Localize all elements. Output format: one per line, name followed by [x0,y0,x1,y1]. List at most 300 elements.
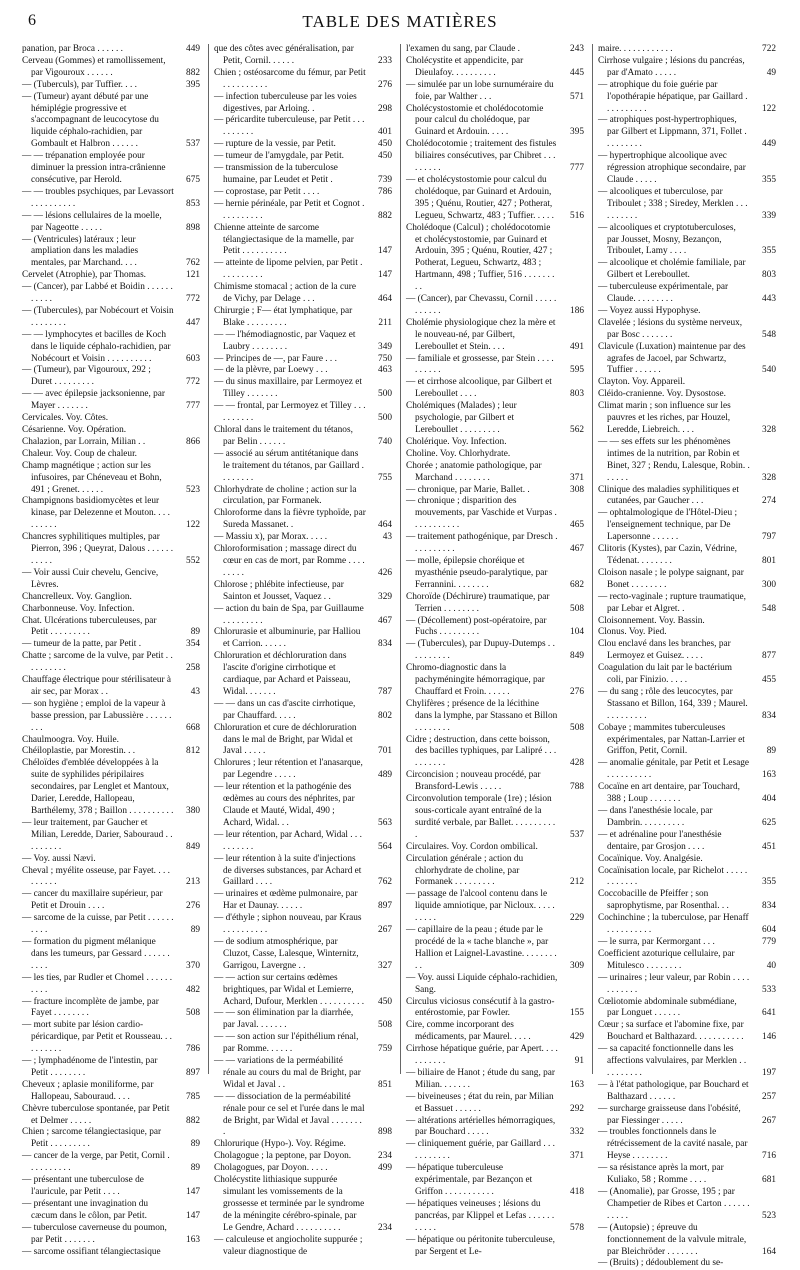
entry-page-number: 445 [570,67,584,78]
entry-text: — leur rétention à la suite d'injections de diverses substances, par Achard et Gaillard . . . . [214,853,362,888]
entry-text: Cervelet (Atrophie), par Thomas. [22,270,147,281]
entry-page-number: 229 [570,913,584,924]
entry-page-number: 499 [378,1163,392,1174]
index-entry [406,616,584,640]
entry-page-number: 233 [378,55,392,66]
index-entry [214,199,392,223]
index-entry [598,258,776,282]
entry-page-number: 267 [762,1115,776,1126]
index-entry [22,854,200,866]
entry-text: — atrophique du foie guérie par l'opothérapie hépatique, par Gaillard . . . . . . . . . . [598,79,748,114]
entry-page-number: 429 [570,1032,584,1043]
index-entry [214,580,392,604]
index-entry [22,913,200,937]
index-entry [598,151,776,187]
index-entry [22,389,200,413]
entry-text: Chloroformisation ; massage direct du cœur en cas de mort, par Romme . . . . . . . . . [214,544,365,578]
entry-text: — hépatique tuberculeuse expérimentale, par Bezançon et Griffon . . . . . . . . . . . [406,1163,533,1197]
entry-text: Chalazion, par Lorrain, Milian . . [22,436,146,447]
entry-text: — — lymphocytes et bacilles de Koch dans le liquide céphalo-rachidien, par Nobécourt et Voisin . . . . . . . . . . [22,329,171,364]
entry-page-number: 489 [378,770,392,781]
entry-text: Chorée ; anatomie pathologique, par Marchand . . . . . . . . [406,460,542,483]
entry-page-number: 40 [766,960,776,971]
index-entry [22,889,200,913]
entry-page-number: 537 [570,829,584,840]
index-entry [214,1092,392,1140]
index-entry [406,449,584,461]
entry-text: — (Ventricules) latéraux ; leur ampliation dans les maladies mentales, par Marchand. . . . [22,234,139,269]
index-entry [598,687,776,723]
entry-text: Coefficient azoturique cellulaire, par Mitulesco . . . . . . . . [598,948,735,971]
entry-text: — (Tubercules), par Nobécourt et Voisin . . . . . . . . [22,305,174,328]
entry-text: — Massiu x), par Morax. . . . . [214,532,328,543]
entry-page-number: 564 [378,841,392,852]
entry-text: — cancer de la verge, par Petit, Cornil . . . . . . . . . . [22,1151,170,1174]
index-entry [22,532,200,568]
index-entry [598,1223,776,1259]
entry-page-number: 163 [762,770,776,781]
index-entry [406,223,584,294]
entry-text: Cholémie physiologique chez la mère et le nouveau-né, par Gilbert, Lereboullet et Stein. . . . [406,317,556,352]
entry-text: l'examen du sang, par Claude . [406,44,520,54]
entry-text: — alcoolique et cholémie familiale, par Gilbert et Lereboullet. [598,258,746,281]
index-column [22,44,200,1257]
entry-text: Clavicule (Luxation) maintenue par des agrafes de Jacoel, par Schwartz, Tuffier . . . . . . [598,341,746,376]
entry-page-number: 395 [570,127,584,138]
entry-page-number: 562 [570,425,584,435]
entry-page-number: 267 [378,925,392,936]
entry-text: Champignons basidiomycètes et leur kinase, par Delezenne et Mouton. . . . . . . . . . [22,496,170,531]
entry-page-number: 155 [570,1008,584,1019]
entry-page-number: 750 [378,353,392,364]
entry-text: — leur rétention et la pathogénie des œdèmes au cours des néphrites, par Claude et Mauté, Widal, 490 ; Achard, Widal. . . [214,782,355,828]
entry-page-number: 755 [378,472,392,483]
entry-page-number: 849 [186,841,200,852]
index-entry [214,782,392,830]
index-entry [598,1080,776,1104]
entry-page-number: 465 [570,520,584,531]
index-entry [406,735,584,771]
entry-page-number: 355 [762,246,776,257]
index-entry [406,592,584,616]
entry-page-number: 500 [378,413,392,424]
entry-text: — — frontal, par Lermoyez et Tilley . . . . . . . . . . [214,401,366,424]
index-entry [22,1175,200,1199]
index-entry [214,1151,392,1163]
index-entry [406,485,584,497]
index-entry [406,401,584,437]
index-entry [22,211,200,235]
index-entry [214,92,392,116]
entry-page-number: 163 [570,1079,584,1090]
entry-text: — urinaires ; leur valeur, par Robin . . . . . . . . . . . [598,972,750,995]
entry-text: — transmission de la tuberculose humaine, par Leudet et Petit . [214,163,338,185]
entry-text: — (Tumeur), par Vigouroux, 292 ; Duret . . . . . . . . . [22,365,151,388]
entry-page-number: 853 [186,198,200,209]
entry-page-number: 788 [570,782,584,793]
entry-page-number: 482 [186,984,200,995]
index-entry [598,830,776,854]
entry-page-number: 739 [378,174,392,185]
entry-text: — biliaire de Hanot ; étude du sang, par Milian. . . . . . . [406,1067,555,1090]
index-entry [598,1127,776,1163]
entry-page-number: 309 [570,960,584,971]
entry-page-number: 786 [186,1044,200,1055]
index-entry [598,723,776,759]
index-entry [406,461,584,485]
entry-text: Cidre ; destruction, dans cette boisson, des bacilles typhiques, par Lalipré . . . . . . . . . . [406,734,557,769]
entry-page-number: 508 [570,603,584,614]
entry-text: — atteinte de lipome pelvien, par Petit . . . . . . . . . . [214,258,363,281]
entry-text: Circulation générale ; action du chlorhydrate de choline, par Formanek . . . . . . . . . [406,853,524,888]
entry-text: Cloisonnement. Voy. Bassin. [598,615,705,626]
entry-page-number: 523 [186,484,200,495]
index-entry [214,627,392,651]
index-entry [598,80,776,116]
entry-page-number: 722 [762,44,776,54]
entry-text: — simulée par un lobe surnuméraire du foie, par Walther . . . [406,79,554,102]
entry-page-number: 43 [190,686,200,697]
entry-text: — Voyez aussi Hypophyse. [598,305,701,316]
entry-page-number: 812 [186,746,200,757]
entry-text: — — trépanation employée pour diminuer la pression intra-crânienne consécutive, par Herold. [22,151,166,185]
entry-page-number: 578 [570,1222,584,1233]
index-entry [598,854,776,866]
entry-text: Choline. Voy. Chlorhydrate. [406,448,511,459]
index-entry [598,1163,776,1187]
index-entry [406,842,584,854]
index-entry [214,1163,392,1175]
entry-text: — hépatiques veineuses ; lésions du pancréas, par Klippel et Lefas . . . . . . . . . . . [406,1198,555,1233]
entry-text: — passage de l'alcool contenu dans le liquide amniotique, par Nicloux. . . . . . . . . . [406,889,555,924]
entry-text: — — variations de la perméabilité rénale au cours du mal de Bright, par Widal et Javal . . [214,1056,361,1090]
entry-page-number: 147 [378,246,392,257]
entry-page-number: 447 [186,317,200,328]
index-entry [22,56,200,80]
entry-text: — surcharge graisseuse dans l'obésité, par Fiessinger . . . . . [598,1103,741,1126]
index-entry [406,639,584,663]
entry-page-number: 89 [190,627,200,638]
index-entry [598,937,776,949]
index-entry [406,854,584,890]
entry-page-number: 897 [186,1067,200,1078]
index-column [406,44,584,1257]
entry-text: Chirurgie ; F— état lymphatique, par Blake . . . . . . . . . [214,305,353,328]
entry-page-number: 716 [762,1151,776,1162]
entry-text: Chlorures ; leur rétention et l'anasarque, par Legendre . . . . . [214,758,363,781]
index-entry [214,354,392,366]
entry-page-number: 339 [762,210,776,221]
entry-text: Chaleur. Voy. Coup de chaleur. [22,448,137,459]
index-entry [406,889,584,925]
entry-text: Chat. Ulcérations tuberculeuses, par Petit . . . . . . . . . [22,615,157,638]
entry-text: — mort subite par lésion cardio-péricardique, par Petit et Rousseau. . . . . . . . . . [22,1020,172,1055]
index-entry [214,115,392,139]
index-entry [214,973,392,1009]
entry-page-number: 197 [762,1067,776,1078]
entry-page-number: 276 [378,79,392,90]
entry-page-number: 328 [762,472,776,483]
entry-page-number: 797 [762,532,776,543]
entry-text: Cerveau (Gommes) et ramollissement, par Vigouroux . . . . . . [22,55,166,78]
column-divider [400,44,401,1074]
index-entry [598,508,776,544]
entry-text: Chlorhydrate de choline ; action sur la circulation, par Formanek. [214,484,357,507]
entry-text: Cire, comme incorporant des médicaments, par Maurel. . . . . [406,1020,531,1043]
entry-page-number: 851 [378,1079,392,1090]
entry-text: — hernie périnéale, par Petit et Cognot . . . . . . . . . . [214,198,365,221]
entry-page-number: 641 [762,1008,776,1019]
index-entry [598,1104,776,1128]
index-entry [214,651,392,699]
index-entry [214,532,392,544]
entry-page-number: 186 [570,305,584,316]
entry-text: Cirrhose vulgaire ; lésions du pancréas, par d'Amato . . . . . [598,55,745,78]
index-entry [22,1056,200,1080]
index-entry [406,175,584,223]
entry-page-number: 571 [570,91,584,102]
entry-page-number: 675 [186,174,200,185]
entry-page-number: 355 [762,877,776,888]
entry-page-number: 762 [186,258,200,269]
index-entry [22,461,200,497]
index-entry [214,699,392,723]
index-entry [598,758,776,782]
entry-page-number: 89 [766,746,776,757]
entry-page-number: 779 [762,936,776,947]
entry-text: — urinaires et œdème pulmonaire, par Har et Daunay. . . . . . [214,889,358,912]
index-entry [214,401,392,425]
entry-page-number: 122 [762,103,776,114]
index-entry [214,889,392,913]
index-entry [214,44,392,68]
index-entry [214,151,392,163]
entry-page-number: 681 [762,1175,776,1186]
index-entry [22,604,200,616]
entry-text: Cirrhose hépatique guérie, par Apert. . . . . . . . . . . [406,1044,558,1067]
entry-text: — infection tuberculeuse par les voies digestives, par Arloing. . [214,91,357,114]
entry-page-number: 428 [570,758,584,769]
entry-page-number: 43 [382,532,392,543]
entry-page-number: 595 [570,365,584,376]
index-entry [214,258,392,282]
entry-page-number: 834 [378,639,392,650]
entry-page-number: 682 [570,579,584,590]
index-entry [406,1163,584,1199]
index-entry [22,758,200,818]
entry-text: — familiale et grossesse, par Stein . . . . . . . . . . [406,353,554,376]
entry-text: — — son élimination par la diarrhée, par Javal. . . . . . . [214,1008,354,1031]
entry-page-number: 834 [762,710,776,721]
entry-page-number: 276 [186,901,200,912]
entry-text: — son hygiène ; emploi de la vapeur à basse pression, par Labussière . . . . . . . . . [22,698,172,733]
entry-text: — rupture de la vessie, par Petit. [214,139,336,150]
entry-page-number: 548 [762,603,776,614]
entry-text: Clitoris (Kystes), par Cazin, Védrine, Tédenat. . . . . . . . [598,544,737,566]
index-entry [598,389,776,401]
entry-page-number: 89 [190,1139,200,1150]
index-entry [214,1056,392,1092]
index-entry [22,1223,200,1247]
entry-text: Clonus. Voy. Pied. [598,627,667,638]
entry-page-number: 625 [762,817,776,828]
entry-page-number: 213 [186,877,200,888]
entry-text: — alcooliques et tuberculose, par Triboulet ; 338 ; Siredey, Merklen . . . . . . . . . . [598,186,748,221]
entry-text: Chienne atteinte de sarcome télangiectasique de la mamelle, par Petit . . . . . . . . . . [214,222,354,257]
entry-text: Cholédoque (Calcul) ; cholédocotomie et cholécystostomie, par Guinard et Ardouin, 395 ; Quénu, Routier, 427 ; Potherat, Legueu, Schwartz, 483 ; Hartmann, 498 ; Tuffier, 516 . . . . . . . . . [406,222,555,293]
entry-page-number: 257 [762,1091,776,1102]
index-entry [22,496,200,532]
entry-text: — du sinus maxillaire, par Lermoyez et Tilley . . . . . . . [214,377,362,400]
index-column [214,44,392,1257]
entry-text: Cochinchine ; la tuberculose, par Henaff . . . . . . . . . . [598,913,749,936]
entry-text: Chlorurique (Hypo-). Voy. Régime. [214,1139,346,1150]
index-entry [214,1175,392,1235]
entry-text: Chien ; ostéosarcome du fémur, par Petit . . . . . . . . . . [214,67,366,90]
entry-page-number: 395 [186,79,200,90]
entry-text: — — action sur certains œdèmes brightiques, par Widal et Lemierre, Achard, Dufour, Merklen . . . . . . . . . . [214,972,365,1007]
index-entry [598,544,776,568]
index-entry [22,1127,200,1151]
entry-text: — et cirrhose alcoolique, par Gilbert et Lereboullet . . . . [406,377,552,400]
entry-text: — le surra, par Kermorgant . . . [598,936,715,947]
index-entry [598,782,776,806]
entry-text: Circulaires. Voy. Cordon ombilical. [406,841,538,852]
entry-page-number: 777 [570,163,584,174]
entry-text: — atrophiques post-hypertrophiques, par Gilbert et Lippmann, 371, Follet . . . . . . . . . [598,115,747,150]
entry-page-number: 849 [570,651,584,662]
entry-text: Chloroforme dans la fièvre typhoïde, par Sureda Massanet. . [214,508,366,531]
index-entry [406,532,584,556]
entry-text: Chimisme stomacal ; action de la cure de Vichy, par Delage . . . [214,282,356,305]
entry-page-number: 450 [378,996,392,1007]
entry-text: — — avec épilepsie jacksonienne, par Mayer . . . . . . . [22,389,166,412]
entry-page-number: 426 [378,567,392,578]
entry-text: Chlorose ; phlébite infectieuse, par Sainton et Jousset, Vaquez . . [214,579,344,602]
index-entry [214,306,392,330]
entry-text: — molle, épilepsie choréique et myasthénie pseudo-paralytique, par Ferrannini. . . . . . . . [406,555,548,590]
index-entry [214,449,392,485]
entry-text: — (Tuberculs), par Tuffier. . . . [22,79,137,90]
index-entry [598,866,776,890]
entry-text: — et adrénaline pour l'anesthésie dentaire, par Grosjon . . . . [598,829,722,852]
entry-page-number: 147 [378,270,392,281]
entry-text: Choroïde (Déchirure) traumatique, par Terrien . . . . . . . . [406,591,550,614]
entry-page-number: 508 [186,1008,200,1019]
entry-text: — (Cancer), par Chevassu, Cornil . . . . . . . . . . . [406,294,557,316]
entry-page-number: 371 [570,472,584,483]
entry-text: — altérations artérielles hémorragiques, par Bouchard . . . . . [406,1115,556,1138]
index-entry [22,330,200,366]
index-entry [598,889,776,913]
entry-text: Cœur ; sa surface et l'abomine fixe, par Bouchard et Balthazard. . . . . . . . . . . [598,1020,744,1043]
entry-text: Césarienne. Voy. Opération. [22,425,127,435]
index-entry [22,1247,200,1259]
entry-page-number: 349 [378,341,392,352]
index-entry [22,449,200,461]
entry-page-number: 759 [378,1044,392,1055]
entry-text: Cléido-cranienne. Voy. Dysostose. [598,389,726,400]
entry-page-number: 332 [570,1127,584,1138]
entry-text: Chéiloplastie, par Morestin. . . [22,746,136,757]
entry-page-number: 274 [762,496,776,507]
entry-text: Chancrelleux. Voy. Ganglion. [22,591,132,602]
entry-text: Cœliotomie abdominale submédiane, par Longuet . . . . . . [598,996,737,1019]
index-entry [22,937,200,973]
entry-page-number: 146 [762,1032,776,1043]
entry-text: — Voy. aussi Nævi. [22,853,96,864]
entry-text: — coprostase, par Petit . . . . [214,186,320,197]
index-entry [214,723,392,759]
entry-page-number: 803 [762,270,776,281]
index-entry [406,44,584,56]
entry-page-number: 882 [378,210,392,221]
entry-text: — — dissociation de la perméabilité rénale pour ce sel et l'urée dans le mal de Bright, par Widal et Javal . . . . . . . . [214,1091,365,1138]
entry-text: — — l'hémodiagnostic, par Vaquez et Laubry . . . . . . . . [214,329,356,352]
entry-text: Cheval ; myélite osseuse, par Fayet. . . . . . . . . . [22,865,170,888]
entry-text: — recto-vaginale ; rupture traumatique, par Lebar et Algret. . [598,591,746,614]
index-entry [214,187,392,199]
index-entry [214,1008,392,1032]
entry-page-number: 516 [570,210,584,221]
index-entry [598,187,776,223]
entry-text: Cholécystite et appendicite, par Dieulafoy. . . . . . . . . . [406,55,524,78]
index-column [598,44,776,1269]
index-entry [406,556,584,592]
entry-page-number: 604 [762,925,776,936]
entry-text: — d'éthyle ; siphon nouveau, par Kraus . . . . . . . . . . [214,913,362,936]
index-entry [406,80,584,104]
index-entry [406,699,584,735]
entry-page-number: 104 [570,627,584,638]
entry-page-number: 121 [186,270,200,281]
entry-text: — hypertrophique alcoolique avec régression atrophique secondaire, par Claude . . . . . [598,151,746,185]
entry-page-number: 371 [570,1151,584,1162]
entry-page-number: 491 [570,341,584,352]
entry-text: — anomalie génitale, par Petit et Lesage . . . . . . . . . . [598,758,750,781]
index-entry [22,151,200,187]
index-entry [22,1199,200,1223]
index-entry [22,997,200,1021]
entry-text: Circulus viciosus consécutif à la gastro-entérostomie, par Fowler. [406,996,555,1019]
entry-page-number: 464 [378,294,392,305]
entry-text: Cervicales. Voy. Côtes. [22,413,109,424]
entry-page-number: 898 [378,1127,392,1138]
index-entry [214,365,392,377]
entry-page-number: 523 [762,1210,776,1221]
index-entry [598,485,776,509]
index-entry [406,1068,584,1092]
index-entry [598,115,776,151]
index-entry [406,1235,584,1259]
entry-text: — présentant une invagination du cæcum dans le côlon, par Petit. [22,1198,148,1221]
index-entry [598,639,776,663]
index-entry [598,913,776,937]
index-entry [214,758,392,782]
entry-page-number: 762 [378,877,392,888]
entry-page-number: 777 [186,401,200,412]
entry-page-number: 898 [186,222,200,233]
index-entry [214,485,392,509]
index-entry [406,496,584,532]
index-entry [22,568,200,592]
entry-page-number: 787 [378,686,392,697]
entry-text: Chaulmoogra. Voy. Huile. [22,734,119,745]
index-entry [406,377,584,401]
index-entry [406,437,584,449]
index-entry [598,1020,776,1044]
index-entry [22,80,200,92]
